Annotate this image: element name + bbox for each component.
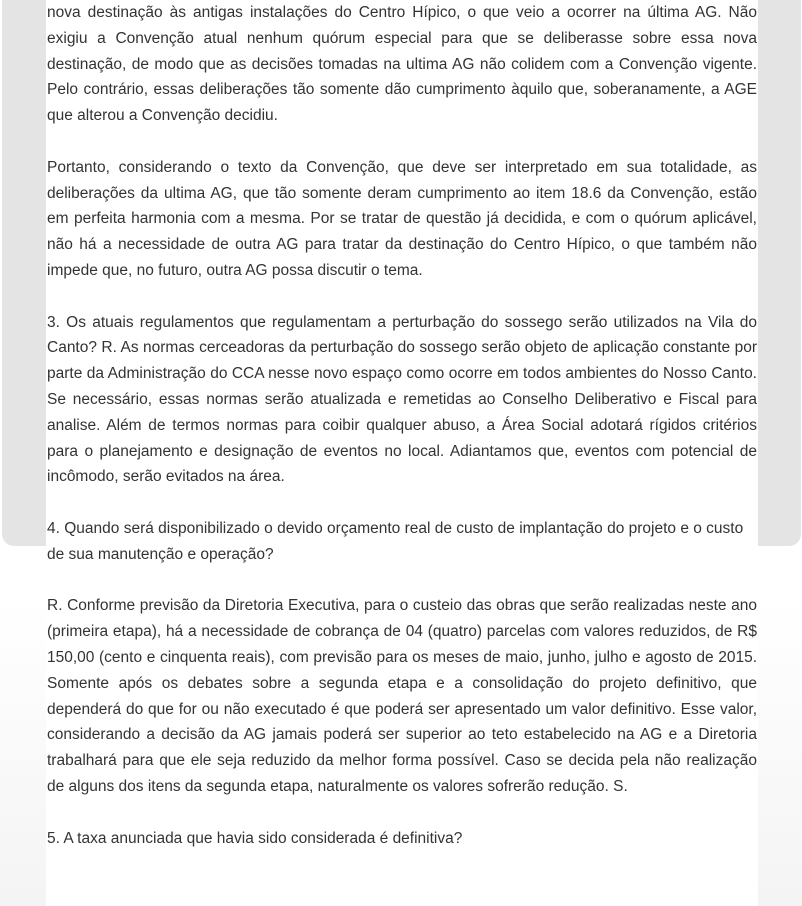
paragraph-question-3: 3. Os atuais regulamentos que regulamentam a perturbação do sossego serão utilizados na Vila do Canto? R. As normas cerceadoras da perturbação do sossego serão objeto de aplicação constante por parte da Administração do CCA nesse novo espaço como ocorre em todos ambientes do Nosso Canto. Se necessário, essas normas serão atualizada e remetidas ao Conselho Deliberativo e Fiscal para analise. Além de termos normas para coibir qualquer abuso, a Área Social adotará rígidos critérios para o planejamento e designação de eventos no local. Adiantamos que, eventos com potencial de incômodo, serão evitados na área.	[47, 313, 757, 486]
paragraph-conclusion: Portanto, considerando o texto da Convenção, que deve ser interpretado em sua totalidade, as deliberações da ultima AG, que tão somente deram cumprimento ao item 18.6 da Convenção, estão em perfeita harmonia com a mesma. Por se tratar de questão já decidida, e com o quórum aplicável, não há a necessidade de outra AG para tratar da destinação do Centro Hípico, o que também não impede que, no futuro, outra AG possa discutir o tema.	[47, 158, 757, 279]
paragraph-answer-4: R. Conforme previsão da Diretoria Executiva, para o custeio das obras que serão realizadas neste ano (primeira etapa), há a necessidade de cobrança de 04 (quatro) parcelas com valores reduzidos, de R$ 150,00 (cento e cinquenta reais), com previsão para os meses de maio, junho, julho e agosto de 2015. Somente após os debates sobre a segunda etapa e a consolidação do projeto definitivo, que dependerá do que for ou não executado é que poderá ser apresentado um valor definitivo. Esse valor, considerando a decisão da AG jamais poderá ser superior ao teto estabelecido na AG e a Diretoria trabalhará para que ele seja reduzido da melhor forma possível. Caso se decida pela não realização de alguns dos itens da segunda etapa, naturalmente os valores sofrerão redução. S.	[47, 597, 757, 795]
article-text	[47, 0, 757, 877]
paragraph-convention-destination: nova destinação às antigas instalações do Centro Hípico, o que veio a ocorrer na última AG. Não exigiu a Convenção atual nenhum quórum especial para que se deliberasse sobre essa nova destinação, de modo que as decisões tomadas na ultima AG não colidem com a Convenção vigente. Pelo contrário, essas deliberações tão somente dão cumprimento àquilo que, soberanamente, a AGE que alterou a Convenção decidiu.	[47, 4, 757, 125]
paragraph-question-4: 4. Quando será disponibilizado o devido orçamento real de custo de implantação do projeto e o custo de sua manutenção e operação?	[47, 519, 744, 563]
paragraph-question-5: 5. A taxa anunciada que havia sido considerada é definitiva?	[47, 829, 463, 847]
article-content	[46, 0, 758, 906]
